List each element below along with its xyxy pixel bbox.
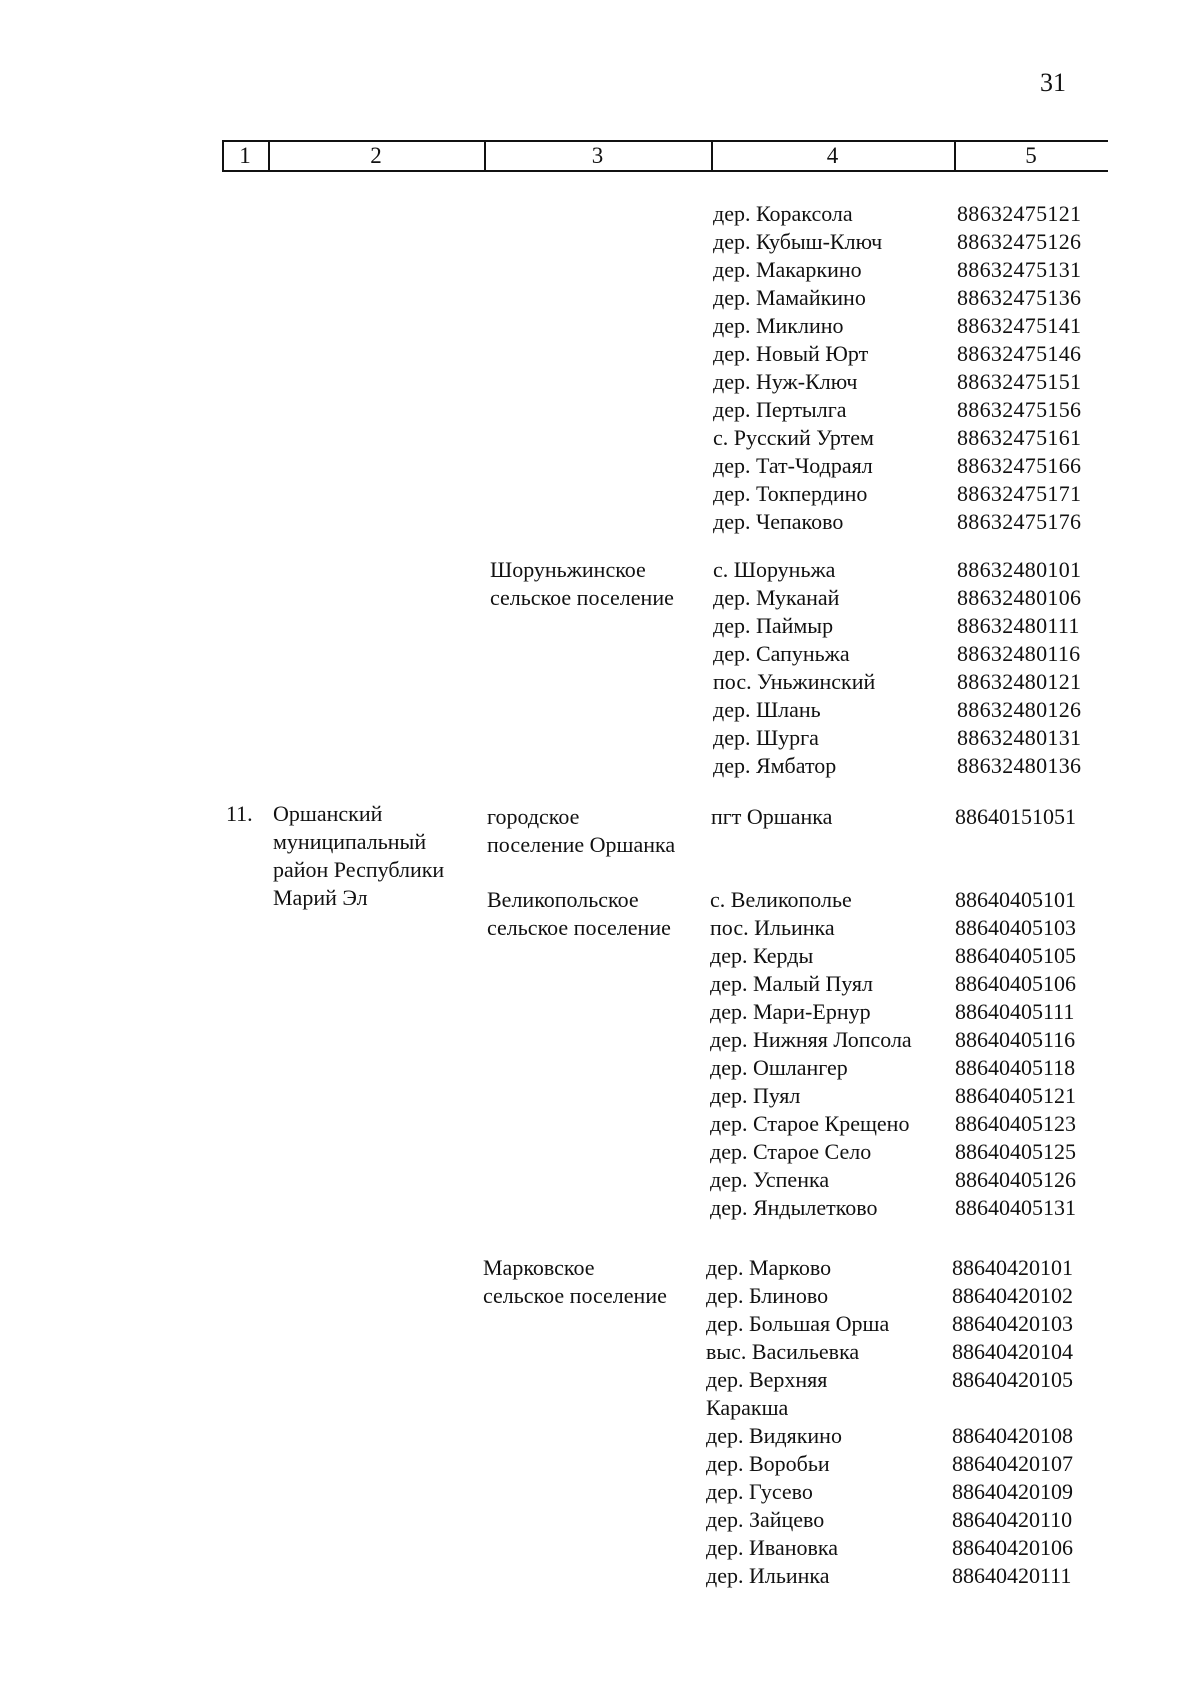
oktmo-code: 88640405126: [955, 1167, 1076, 1192]
settlement: дер. Блиново: [706, 1283, 829, 1308]
velikopolskoe-settlements: [710, 886, 912, 1222]
settlement: с. Великополье: [710, 887, 852, 912]
header-col-2: 2: [370, 143, 382, 168]
municipality-name: сельское поселение: [490, 585, 674, 610]
oktmo-code: 88632475146: [957, 341, 1082, 366]
oktmo-code: 88632475166: [957, 453, 1082, 478]
oktmo-code: 88640420103: [952, 1311, 1073, 1336]
settlement: дер. Зайцево: [706, 1507, 825, 1532]
settlement: дер. Шурга: [713, 725, 819, 750]
oktmo-code: 88632475176: [957, 509, 1082, 534]
oktmo-code: 88640405116: [955, 1027, 1076, 1052]
header-col-5: 5: [1025, 143, 1037, 168]
municipality-name: Шоруньжинское: [490, 557, 646, 582]
settlement: дер. Токпердино: [713, 481, 868, 506]
oktmo-code: 88632475131: [957, 257, 1082, 282]
velikopolskoe-codes: [955, 886, 1076, 1222]
settlement: дер. Ямбатор: [713, 753, 837, 778]
oktmo-code: 88632475156: [957, 397, 1082, 422]
settlement: дер. Старое Село: [710, 1139, 872, 1164]
oktmo-code: 88640405125: [955, 1139, 1076, 1164]
district-name: [273, 800, 444, 912]
municipality-name: поселение Оршанка: [487, 832, 676, 857]
municipality-name: сельское поселение: [483, 1283, 667, 1308]
municipality-name: сельское поселение: [487, 915, 671, 940]
header-col-3: 3: [591, 143, 604, 168]
oktmo-code: 88640420104: [952, 1339, 1073, 1364]
settlement: дер. Воробьи: [706, 1451, 830, 1476]
oktmo-code: 88640405106: [955, 971, 1076, 996]
continuation-settlements: [713, 200, 882, 536]
oktmo-code: 88640420102: [952, 1283, 1073, 1308]
settlement: дер. Макаркино: [713, 257, 862, 282]
settlement: дер. Верхняя: [706, 1367, 828, 1392]
settlement: дер. Большая Орша: [706, 1311, 890, 1336]
settlement: дер. Ильинка: [706, 1563, 830, 1588]
header-col-1: 1: [239, 143, 251, 168]
settlement: пос. Уньжинский: [713, 669, 876, 694]
page-number: 31: [1040, 68, 1066, 97]
settlement: пос. Ильинка: [710, 915, 835, 940]
settlement: дер. Чепаково: [713, 509, 844, 534]
oktmo-code: 88632480116: [957, 641, 1081, 666]
oktmo-code: 88640405105: [955, 943, 1076, 968]
settlement: дер. Муканай: [713, 585, 840, 610]
header-col-4: 4: [826, 143, 839, 168]
orshanka-settlements: [711, 803, 832, 831]
oktmo-code: 88632480126: [957, 697, 1082, 722]
oktmo-code: 88632475141: [957, 313, 1082, 338]
municipality-velikopolskoe: [487, 886, 671, 942]
oktmo-code: 88640405118: [955, 1055, 1076, 1080]
settlement: дер. Паймыр: [713, 613, 834, 638]
settlement: дер. Кораксола: [713, 201, 853, 226]
district-name-line: район Республики: [273, 857, 445, 882]
municipality-markovskoe: [483, 1254, 667, 1310]
oktmo-code: 88632475151: [957, 369, 1082, 394]
settlement: дер. Шлань: [713, 697, 821, 722]
oktmo-code: 88640405123: [955, 1111, 1076, 1136]
settlement: дер. Нижняя Лопсола: [710, 1027, 912, 1052]
oktmo-code: 88640405121: [955, 1083, 1076, 1108]
oktmo-code: 88632480136: [957, 753, 1082, 778]
settlement: Каракша: [706, 1395, 789, 1420]
settlement: пгт Оршанка: [711, 804, 833, 829]
settlement: дер. Малый Пуял: [710, 971, 873, 996]
municipality-name: городское: [487, 804, 580, 829]
continuation-codes: [957, 200, 1081, 536]
oktmo-code: [952, 1394, 1073, 1422]
municipality-name: Великопольское: [487, 887, 639, 912]
oktmo-code: 88640405131: [955, 1195, 1076, 1220]
oktmo-code: 88632480131: [957, 725, 1082, 750]
settlement: дер. Ивановка: [706, 1535, 838, 1560]
markovskoe-settlements: [706, 1254, 889, 1590]
oktmo-code: 88640420109: [952, 1479, 1073, 1504]
oktmo-code: 88632475121: [957, 201, 1082, 226]
municipality-orshanka: [487, 803, 675, 859]
oktmo-code: 88640420105: [952, 1367, 1073, 1392]
settlement: дер. Яндылетково: [710, 1195, 878, 1220]
oktmo-code: 88640405101: [955, 887, 1076, 912]
oktmo-code: 88640420107: [952, 1451, 1073, 1476]
oktmo-code: 88632480111: [957, 613, 1080, 638]
oktmo-code: 88640405103: [955, 915, 1076, 940]
oktmo-code: 88640405111: [955, 999, 1075, 1024]
oktmo-code: 88640420110: [952, 1507, 1073, 1532]
settlement: дер. Марково: [706, 1255, 832, 1280]
settlement: дер. Мамайкино: [713, 285, 866, 310]
oktmo-code: 88632480106: [957, 585, 1082, 610]
settlement: дер. Старое Крещено: [710, 1111, 910, 1136]
settlement: дер. Миклино: [713, 313, 844, 338]
settlement: с. Русский Уртем: [713, 425, 874, 450]
district-number: 11.: [226, 801, 253, 826]
municipality-shorunzha: [490, 556, 674, 612]
settlement: дер. Нуж-Ключ: [713, 369, 858, 394]
orshanka-codes: [955, 803, 1076, 831]
oktmo-code: 88640151051: [955, 804, 1076, 829]
settlement: с. Шоруньжа: [713, 557, 836, 582]
settlement: дер. Успенка: [710, 1167, 830, 1192]
shorunzha-codes: [957, 556, 1081, 780]
settlement: дер. Пертылга: [713, 397, 847, 422]
markovskoe-codes: [952, 1254, 1073, 1590]
oktmo-code: 88632475126: [957, 229, 1082, 254]
oktmo-code: 88640420106: [952, 1535, 1073, 1560]
settlement: дер. Кубыш-Ключ: [713, 229, 883, 254]
table-header: [222, 140, 1108, 172]
oktmo-code: 88632475161: [957, 425, 1082, 450]
oktmo-code: 88632475136: [957, 285, 1082, 310]
oktmo-code: 88632480121: [957, 669, 1082, 694]
district-name-line: Оршанский: [273, 801, 383, 826]
settlement: дер. Гусево: [706, 1479, 813, 1504]
oktmo-code: 88640420108: [952, 1423, 1073, 1448]
municipality-name: Марковское: [483, 1255, 595, 1280]
settlement: дер. Новый Юрт: [713, 341, 869, 366]
settlement: дер. Тат-Чодраял: [713, 453, 873, 478]
district-name-line: муниципальный: [273, 829, 427, 854]
settlement: выс. Васильевка: [706, 1339, 860, 1364]
settlement: дер. Сапуньжа: [713, 641, 850, 666]
oktmo-code: 88640420111: [952, 1563, 1072, 1588]
oktmo-code: 88632480101: [957, 557, 1082, 582]
settlement: дер. Мари-Ернур: [710, 999, 871, 1024]
settlement: дер. Видякино: [706, 1423, 842, 1448]
oktmo-code: 88640420101: [952, 1255, 1073, 1280]
settlement: дер. Керды: [710, 943, 814, 968]
district-name-line: Марий Эл: [273, 885, 368, 910]
oktmo-code: 88632475171: [957, 481, 1082, 506]
shorunzha-settlements: [713, 556, 875, 780]
settlement: дер. Пуял: [710, 1083, 801, 1108]
settlement: дер. Ошлангер: [710, 1055, 848, 1080]
